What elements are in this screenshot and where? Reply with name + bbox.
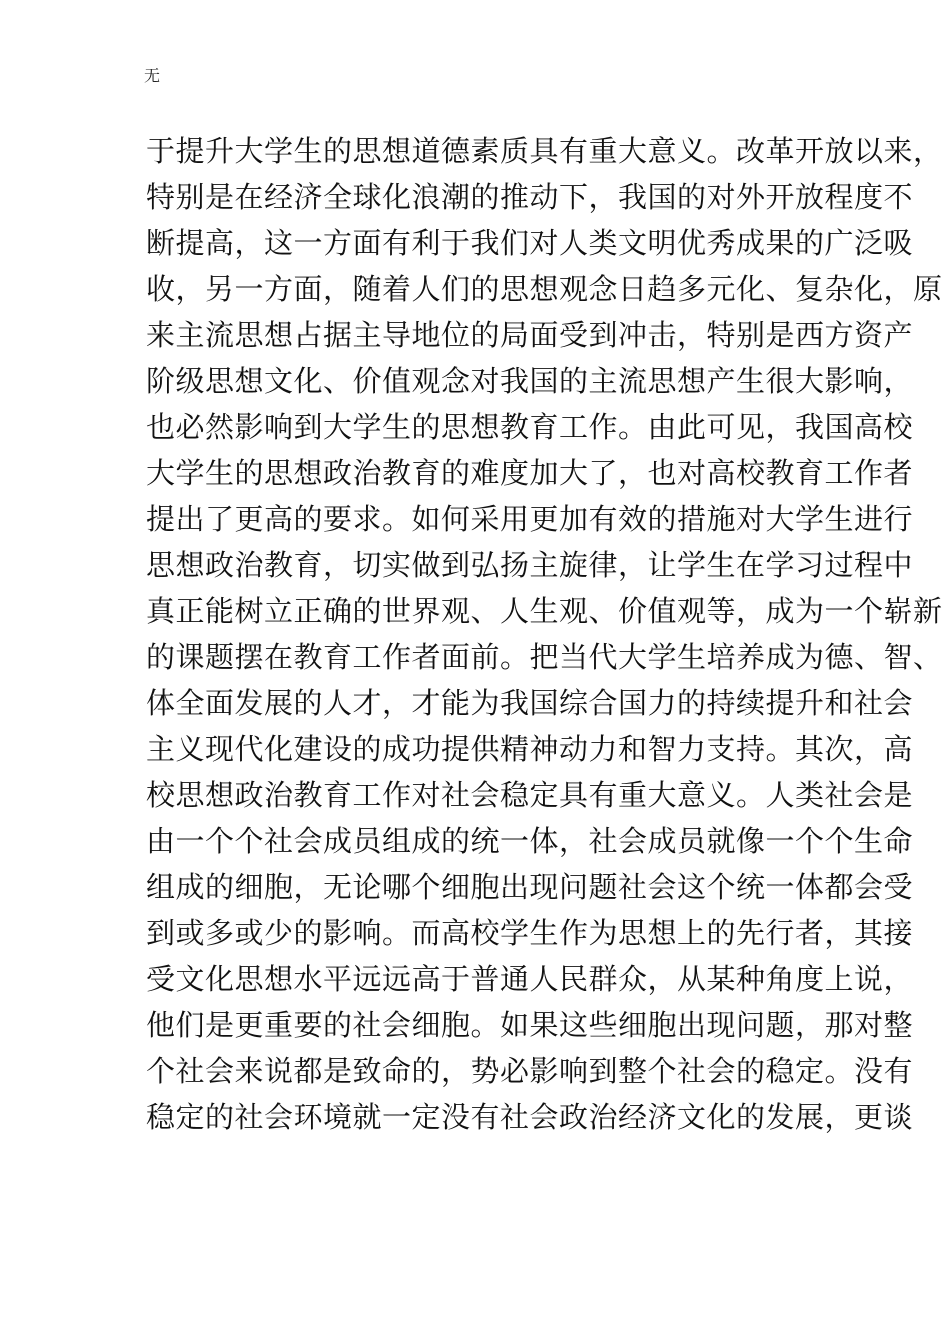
text-line: 体全面发展的人才，才能为我国综合国力的持续提升和社会	[146, 686, 914, 720]
text-line: 真正能树立正确的世界观、人生观、价值观等，成为一个崭新	[146, 594, 943, 628]
text-line: 的课题摆在教育工作者面前。把当代大学生培养成为德、智、	[146, 640, 943, 674]
text-line: 特别是在经济全球化浪潮的推动下，我国的对外开放程度不	[146, 180, 914, 214]
text-line: 受文化思想水平远远高于普通人民群众，从某种角度上说，	[146, 962, 914, 996]
text-line: 由一个个社会成员组成的统一体，社会成员就像一个个生命	[146, 824, 914, 858]
text-line: 个社会来说都是致命的，势必影响到整个社会的稳定。没有	[146, 1054, 914, 1088]
text-line: 校思想政治教育工作对社会稳定具有重大意义。人类社会是	[146, 778, 914, 812]
text-line: 稳定的社会环境就一定没有社会政治经济文化的发展，更谈	[146, 1100, 914, 1134]
text-line: 断提高，这一方面有利于我们对人类文明优秀成果的广泛吸	[146, 226, 914, 260]
text-line: 思想政治教育，切实做到弘扬主旋律，让学生在学习过程中	[146, 548, 914, 582]
text-line: 提出了更高的要求。如何采用更加有效的措施对大学生进行	[146, 502, 914, 536]
body-paragraph	[146, 128, 943, 1140]
text-line: 收，另一方面，随着人们的思想观念日趋多元化、复杂化，原	[146, 272, 943, 306]
text-line: 主义现代化建设的成功提供精神动力和智力支持。其次，高	[146, 732, 914, 766]
text-line: 也必然影响到大学生的思想教育工作。由此可见，我国高校	[146, 410, 914, 444]
text-line: 阶级思想文化、价值观念对我国的主流思想产生很大影响，	[146, 364, 914, 398]
text-line: 到或多或少的影响。而高校学生作为思想上的先行者，其接	[146, 916, 914, 950]
text-line: 他们是更重要的社会细胞。如果这些细胞出现问题，那对整	[146, 1008, 914, 1042]
page-header: 无	[144, 66, 161, 85]
text-line: 大学生的思想政治教育的难度加大了，也对高校教育工作者	[146, 456, 914, 490]
text-line: 于提升大学生的思想道德素质具有重大意义。改革开放以来，	[146, 134, 943, 168]
text-line: 组成的细胞，无论哪个细胞出现问题社会这个统一体都会受	[146, 870, 914, 904]
text-line: 来主流思想占据主导地位的局面受到冲击，特别是西方资产	[146, 318, 914, 352]
